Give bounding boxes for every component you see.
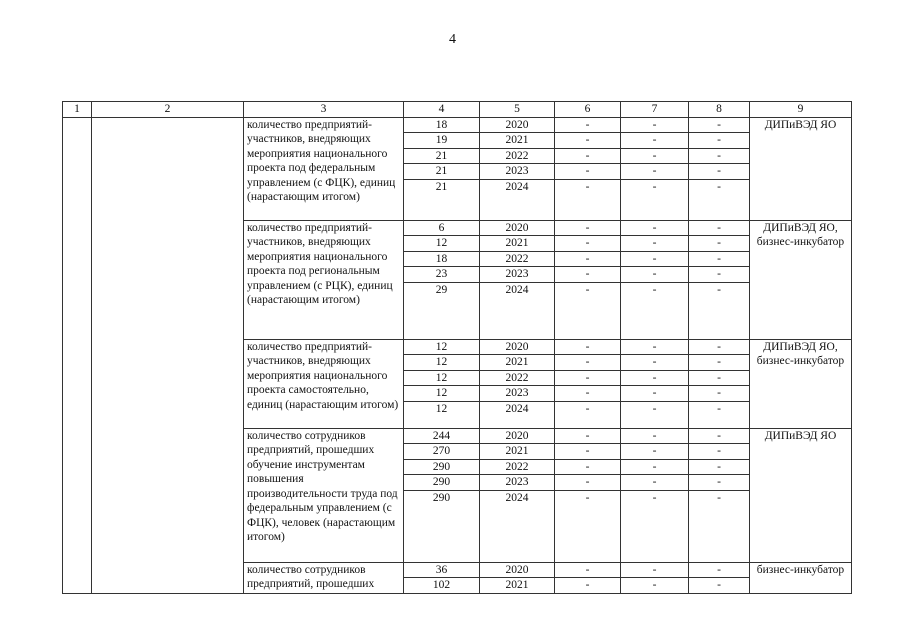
- col-6-cell: -: [555, 133, 621, 149]
- year-cell: 2020: [480, 117, 555, 133]
- year-cell: 2020: [480, 339, 555, 355]
- year-cell: 2024: [480, 401, 555, 428]
- col-7-cell: -: [621, 148, 689, 164]
- value-cell: 12: [404, 370, 480, 386]
- value-cell: 23: [404, 267, 480, 283]
- year-cell: 2023: [480, 164, 555, 180]
- col-6-cell: -: [555, 386, 621, 402]
- col-8-cell: -: [689, 236, 750, 252]
- col-6-cell: -: [555, 578, 621, 594]
- col-8-cell: -: [689, 444, 750, 460]
- col-7-cell: -: [621, 428, 689, 444]
- col-7-cell: -: [621, 117, 689, 133]
- col-8-cell: -: [689, 459, 750, 475]
- col-7-cell: -: [621, 386, 689, 402]
- year-cell: 2023: [480, 267, 555, 283]
- header-cell-5: 5: [480, 102, 555, 118]
- col-8-cell: -: [689, 179, 750, 220]
- col-8-cell: -: [689, 148, 750, 164]
- col-7-cell: -: [621, 578, 689, 594]
- col-7-cell: -: [621, 490, 689, 562]
- header-cell-3: 3: [244, 102, 404, 118]
- responsible-cell: ДИПиВЭД ЯО, бизнес-инкубатор: [750, 339, 852, 428]
- indicator-cell: количество предприятий-участников, внедряющих мероприятия национального проекта под федеральным управлением (с ФЦК), единиц (нарастающим итогом): [244, 117, 404, 220]
- col-8-cell: -: [689, 428, 750, 444]
- col-6-cell: -: [555, 282, 621, 339]
- header-cell-8: 8: [689, 102, 750, 118]
- header-cell-4: 4: [404, 102, 480, 118]
- responsible-cell: ДИПиВЭД ЯО, бизнес-инкубатор: [750, 220, 852, 339]
- col-6-cell: -: [555, 220, 621, 236]
- year-cell: 2024: [480, 179, 555, 220]
- value-cell: 12: [404, 236, 480, 252]
- col-7-cell: -: [621, 562, 689, 578]
- col-7-cell: -: [621, 267, 689, 283]
- col-6-cell: -: [555, 428, 621, 444]
- value-cell: 12: [404, 401, 480, 428]
- value-cell: 244: [404, 428, 480, 444]
- value-cell: 290: [404, 475, 480, 491]
- col-7-cell: -: [621, 444, 689, 460]
- header-cell-6: 6: [555, 102, 621, 118]
- table-row: [63, 117, 852, 133]
- col-8-cell: -: [689, 339, 750, 355]
- value-cell: 21: [404, 148, 480, 164]
- col-6-cell: -: [555, 236, 621, 252]
- col-6-cell: -: [555, 475, 621, 491]
- col-7-cell: -: [621, 282, 689, 339]
- value-cell: 270: [404, 444, 480, 460]
- year-cell: 2022: [480, 459, 555, 475]
- page-number: 4: [449, 32, 456, 47]
- year-cell: 2024: [480, 490, 555, 562]
- col-6-cell: -: [555, 355, 621, 371]
- year-cell: 2024: [480, 282, 555, 339]
- col-8-cell: -: [689, 370, 750, 386]
- year-cell: 2021: [480, 133, 555, 149]
- value-cell: 29: [404, 282, 480, 339]
- year-cell: 2022: [480, 148, 555, 164]
- year-cell: 2020: [480, 220, 555, 236]
- col-6-cell: -: [555, 267, 621, 283]
- year-cell: 2021: [480, 444, 555, 460]
- value-cell: 19: [404, 133, 480, 149]
- col-7-cell: -: [621, 370, 689, 386]
- col-6-cell: -: [555, 148, 621, 164]
- col-7-cell: -: [621, 220, 689, 236]
- col-6-cell: -: [555, 164, 621, 180]
- col-6-cell: -: [555, 179, 621, 220]
- col-7-cell: -: [621, 179, 689, 220]
- value-cell: 18: [404, 117, 480, 133]
- col-7-cell: -: [621, 459, 689, 475]
- indicator-cell: количество предприятий-участников, внедряющих мероприятия национального проекта самостоятельно, единиц (нарастающим итогом): [244, 339, 404, 428]
- responsible-cell: ДИПиВЭД ЯО: [750, 117, 852, 220]
- col-7-cell: -: [621, 355, 689, 371]
- year-cell: 2022: [480, 251, 555, 267]
- value-cell: 12: [404, 339, 480, 355]
- col-6-cell: -: [555, 562, 621, 578]
- col-7-cell: -: [621, 251, 689, 267]
- year-cell: 2023: [480, 475, 555, 491]
- year-cell: 2021: [480, 236, 555, 252]
- col-7-cell: -: [621, 133, 689, 149]
- col-8-cell: -: [689, 220, 750, 236]
- value-cell: 36: [404, 562, 480, 578]
- col-7-cell: -: [621, 164, 689, 180]
- value-cell: 12: [404, 386, 480, 402]
- col-7-cell: -: [621, 475, 689, 491]
- col-8-cell: -: [689, 355, 750, 371]
- col-8-cell: -: [689, 267, 750, 283]
- year-cell: 2023: [480, 386, 555, 402]
- col-8-cell: -: [689, 578, 750, 594]
- header-cell-2: 2: [92, 102, 244, 118]
- responsible-cell: ДИПиВЭД ЯО: [750, 428, 852, 562]
- col-8-cell: -: [689, 251, 750, 267]
- col-8-cell: -: [689, 133, 750, 149]
- year-cell: 2020: [480, 428, 555, 444]
- col-8-cell: -: [689, 164, 750, 180]
- col-6-cell: -: [555, 370, 621, 386]
- col-8-cell: -: [689, 490, 750, 562]
- year-cell: 2021: [480, 355, 555, 371]
- col-6-cell: -: [555, 444, 621, 460]
- col-6-cell: -: [555, 401, 621, 428]
- col-2-cell: [92, 117, 244, 593]
- col-7-cell: -: [621, 401, 689, 428]
- header-cell-1: 1: [63, 102, 92, 118]
- col-8-cell: -: [689, 386, 750, 402]
- col-6-cell: -: [555, 459, 621, 475]
- value-cell: 12: [404, 355, 480, 371]
- value-cell: 290: [404, 459, 480, 475]
- header-row: [63, 102, 852, 118]
- header-cell-9: 9: [750, 102, 852, 118]
- indicator-cell: количество сотрудников предприятий, прошедших: [244, 562, 404, 593]
- col-8-cell: -: [689, 117, 750, 133]
- col-7-cell: -: [621, 339, 689, 355]
- year-cell: 2021: [480, 578, 555, 594]
- value-cell: 18: [404, 251, 480, 267]
- responsible-cell: бизнес-инкубатор: [750, 562, 852, 593]
- value-cell: 290: [404, 490, 480, 562]
- col-6-cell: -: [555, 251, 621, 267]
- col-6-cell: -: [555, 490, 621, 562]
- col-1-cell: [63, 117, 92, 593]
- year-cell: 2020: [480, 562, 555, 578]
- indicator-cell: количество предприятий-участников, внедряющих мероприятия национального проекта под региональным управлением (с РЦК), единиц (нарастающим итогом): [244, 220, 404, 339]
- indicator-cell: количество сотрудников предприятий, прошедших обучение инструментам повышения производительности труда под федеральным управлением (с ФЦК), человек (нарастающим итогом): [244, 428, 404, 562]
- col-6-cell: -: [555, 117, 621, 133]
- value-cell: 21: [404, 164, 480, 180]
- value-cell: 102: [404, 578, 480, 594]
- col-8-cell: -: [689, 562, 750, 578]
- value-cell: 21: [404, 179, 480, 220]
- col-8-cell: -: [689, 401, 750, 428]
- indicators-table: [62, 101, 852, 594]
- col-7-cell: -: [621, 236, 689, 252]
- col-8-cell: -: [689, 282, 750, 339]
- table-body: [63, 102, 852, 594]
- col-6-cell: -: [555, 339, 621, 355]
- header-cell-7: 7: [621, 102, 689, 118]
- year-cell: 2022: [480, 370, 555, 386]
- col-8-cell: -: [689, 475, 750, 491]
- value-cell: 6: [404, 220, 480, 236]
